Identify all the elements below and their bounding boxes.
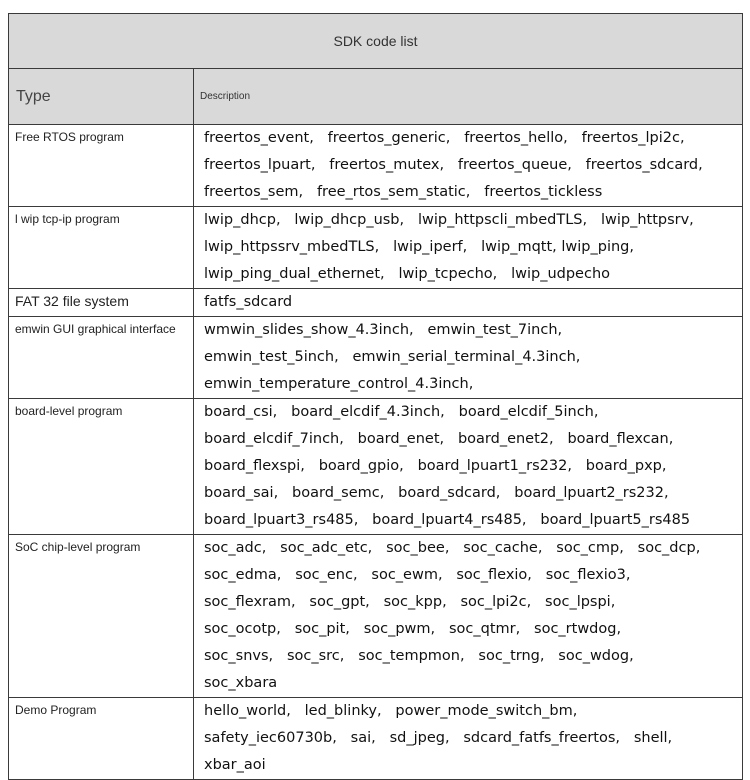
description-line: emwin_test_5inch, emwin_serial_terminal_4.3inch,: [204, 349, 581, 365]
row-description: [194, 317, 743, 399]
description-line: xbar_aoi: [204, 757, 266, 773]
description-line: emwin_temperature_control_4.3inch,: [204, 376, 474, 392]
row-description: [194, 125, 743, 207]
row-type: emwin GUI graphical interface: [9, 317, 194, 399]
description-line: lwip_ping_dual_ethernet, lwip_tcpecho, lwip_udpecho: [204, 266, 611, 282]
row-description: [194, 289, 743, 317]
description-line: freertos_lpuart, freertos_mutex, freertos_queue, freertos_sdcard,: [204, 157, 703, 173]
row-description: [194, 399, 743, 535]
description-line: board_flexspi, board_gpio, board_lpuart1_rs232, board_pxp,: [204, 458, 667, 474]
row-description: [194, 535, 743, 698]
description-line: soc_ocotp, soc_pit, soc_pwm, soc_qtmr, soc_rtwdog,: [204, 621, 622, 637]
table-row: [9, 289, 743, 317]
description-line: board_sai, board_semc, board_sdcard, board_lpuart2_rs232,: [204, 485, 669, 501]
description-line: freertos_event, freertos_generic, freertos_hello, freertos_lpi2c,: [204, 130, 685, 146]
table-row: [9, 317, 743, 399]
row-type: FAT 32 file system: [9, 289, 194, 317]
sdk-code-table: [8, 13, 743, 780]
row-type: Free RTOS program: [9, 125, 194, 207]
row-type: SoC chip-level program: [9, 535, 194, 698]
description-line: board_csi, board_elcdif_4.3inch, board_elcdif_5inch,: [204, 404, 599, 420]
title-row: [9, 14, 743, 69]
description-line: soc_edma, soc_enc, soc_ewm, soc_flexio, soc_flexio3,: [204, 567, 631, 583]
description-line: safety_iec60730b, sai, sd_jpeg, sdcard_fatfs_freertos, shell,: [204, 730, 673, 746]
table-row: [9, 207, 743, 289]
description-line: wmwin_slides_show_4.3inch, emwin_test_7inch,: [204, 322, 563, 338]
description-line: soc_xbara: [204, 675, 278, 691]
row-description: [194, 207, 743, 289]
table-row: [9, 399, 743, 535]
header-row: [9, 69, 743, 125]
description-line: lwip_dhcp, lwip_dhcp_usb, lwip_httpscli_mbedTLS, lwip_httpsrv,: [204, 212, 694, 228]
description-line: soc_adc, soc_adc_etc, soc_bee, soc_cache, soc_cmp, soc_dcp,: [204, 540, 701, 556]
description-line: board_lpuart3_rs485, board_lpuart4_rs485, board_lpuart5_rs485: [204, 512, 691, 528]
description-line: fatfs_sdcard: [204, 294, 293, 310]
description-line: lwip_httpssrv_mbedTLS, lwip_iperf, lwip_mqtt, lwip_ping,: [204, 239, 634, 255]
header-type: Type: [9, 69, 194, 125]
row-type: l wip tcp-ip program: [9, 207, 194, 289]
table-row: [9, 698, 743, 780]
description-line: hello_world, led_blinky, power_mode_switch_bm,: [204, 703, 578, 719]
row-description: [194, 698, 743, 780]
table-title: SDK code list: [9, 14, 743, 69]
row-type: board-level program: [9, 399, 194, 535]
row-type: Demo Program: [9, 698, 194, 780]
description-line: soc_flexram, soc_gpt, soc_kpp, soc_lpi2c, soc_lpspi,: [204, 594, 616, 610]
description-line: soc_snvs, soc_src, soc_tempmon, soc_trng, soc_wdog,: [204, 648, 634, 664]
description-line: board_elcdif_7inch, board_enet, board_enet2, board_flexcan,: [204, 431, 674, 447]
table-row: [9, 125, 743, 207]
header-description: Description: [194, 69, 743, 125]
table-row: [9, 535, 743, 698]
description-line: freertos_sem, free_rtos_sem_static, freertos_tickless: [204, 184, 603, 200]
